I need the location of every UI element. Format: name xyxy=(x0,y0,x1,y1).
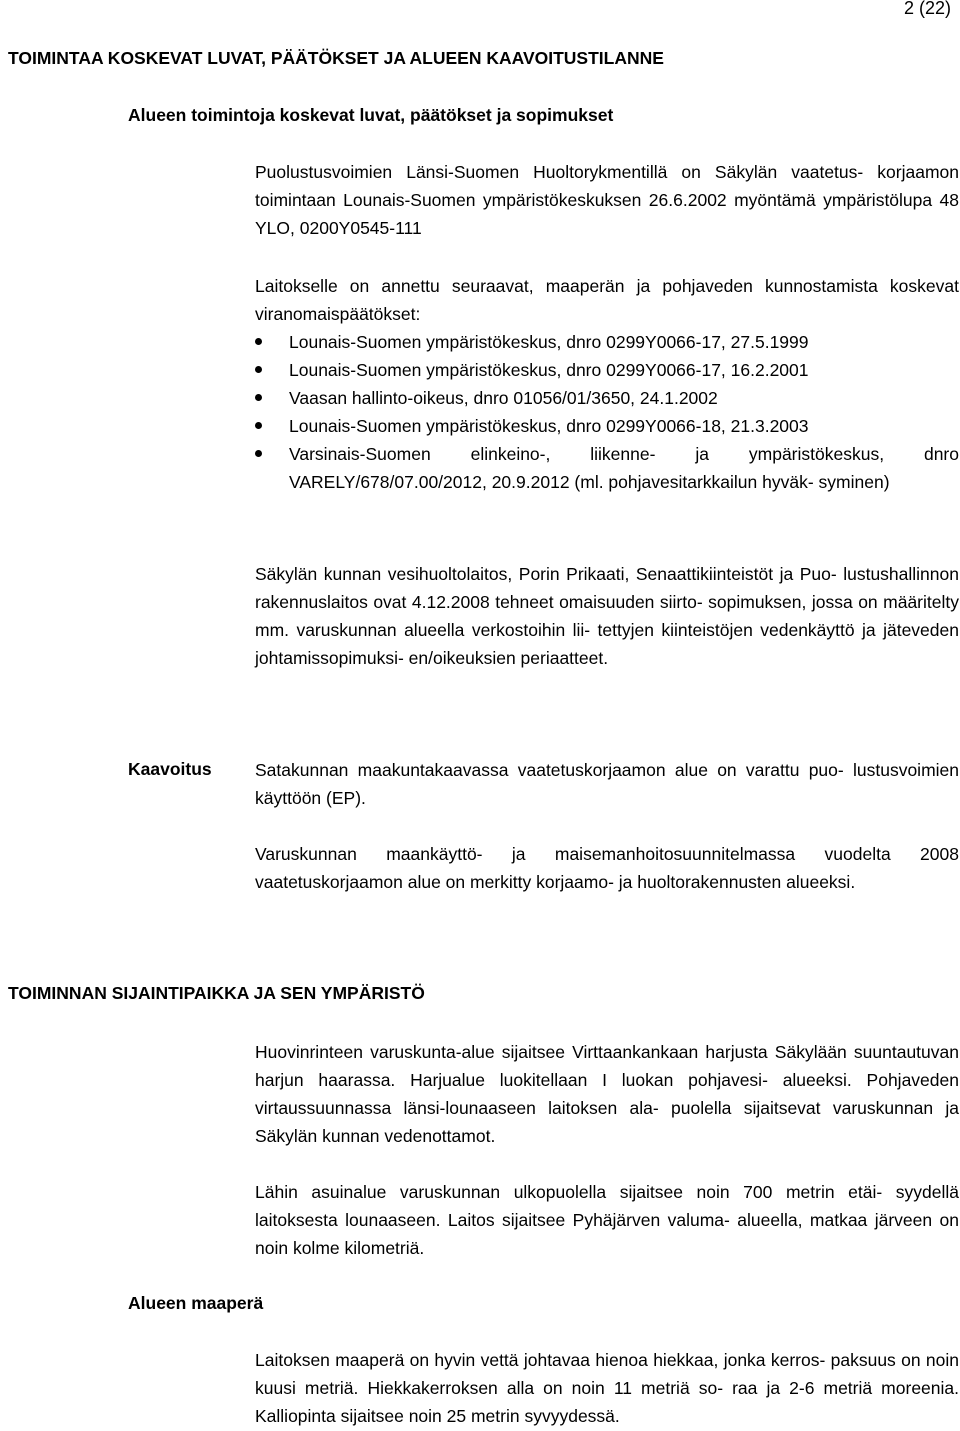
permit-paragraph: Puolustusvoimien Länsi-Suomen Huoltorykmentillä on Säkylän vaatetus- korjaamon toimintaan Lounais-Suomen ympäristökeskuksen 26.6.2002 myöntämä ympäristölupa 48 YLO, 0200Y0545-111 xyxy=(255,162,959,238)
soil-paragraph: Laitoksen maaperä on hyvin vettä johtavaa hienoa hiekkaa, jonka kerros- paksuus on noin kuusi metriä. Hiekkakerroksen alla on noin 11 metriä so- raa ja 2-6 metriä moreenia. Kalliopinta sijaitsee noin 25 metrin syvyydessä. xyxy=(255,1350,959,1426)
location-heading: TOIMINNAN SIJAINTIPAIKKA JA SEN YMPÄRISTÖ xyxy=(8,983,425,1003)
list-item: Lounais-Suomen ympäristökeskus, dnro 0299Y0066-18, 21.3.2003 xyxy=(255,412,959,440)
page-number: 2 (22) xyxy=(903,0,951,18)
bullet-icon xyxy=(255,422,262,429)
agreement-paragraph: Säkylän kunnan vesihuoltolaitos, Porin Prikaati, Senaattikiinteistöt ja Puo- lustushallinnon rakennuslaitos ovat 4.12.2008 tehneet omaisuuden siirto- sopimuksen, jossa on määritelty mm. varuskunnan alueella verkostoihin lii- tettyjen kiinteistöjen vedenkäyttö ja jäteveden johtamissopimuksi- en/oikeuksien periaatteet. xyxy=(255,564,959,668)
list-item: Lounais-Suomen ympäristökeskus, dnro 0299Y0066-17, 16.2.2001 xyxy=(255,356,959,384)
bullet-icon xyxy=(255,450,262,457)
decisions-list xyxy=(255,328,959,496)
zoning-paragraph-2: Varuskunnan maankäyttö- ja maisemanhoitosuunnitelmassa vuodelta 2008 vaatetuskorjaamon alue on merkitty korjaamo- ja huoltorakennusten alueeksi. xyxy=(255,844,959,892)
list-item: Vaasan hallinto-oikeus, dnro 01056/01/3650, 24.1.2002 xyxy=(255,384,959,412)
main-heading: TOIMINTAA KOSKEVAT LUVAT, PÄÄTÖKSET JA ALUEEN KAAVOITUSTILANNE xyxy=(8,48,664,68)
bullet-icon xyxy=(255,394,262,401)
list-item: Varsinais-Suomen elinkeino-, liikenne- ja ympäristökeskus, dnro VARELY/678/07.00/2012, 20.9.2012 (ml. pohjavesitarkkailun hyväk- syminen) xyxy=(255,440,959,496)
decisions-intro: Laitokselle on annettu seuraavat, maaperän ja pohjaveden kunnostamista koskevat viranomaispäätökset: xyxy=(255,276,959,324)
bullet-icon xyxy=(255,338,262,345)
bullet-icon xyxy=(255,366,262,373)
soil-label: Alueen maaperä xyxy=(128,1293,264,1313)
location-paragraph-2: Lähin asuinalue varuskunnan ulkopuolella sijaitsee noin 700 metrin etäi- syydellä laitoksesta lounaaseen. Laitos sijaitsee Pyhäjärven valuma- alueella, matkaa järveen on noin kolme kilometriä. xyxy=(255,1182,959,1258)
zoning-label: Kaavoitus xyxy=(128,759,212,779)
permits-subheading: Alueen toimintoja koskevat luvat, päätökset ja sopimukset xyxy=(128,105,614,125)
list-item: Lounais-Suomen ympäristökeskus, dnro 0299Y0066-17, 27.5.1999 xyxy=(255,328,959,356)
zoning-paragraph-1: Satakunnan maakuntakaavassa vaatetuskorjaamon alue on varattu puo- lustusvoimien käyttöön (EP). xyxy=(255,760,959,808)
location-paragraph-1: Huovinrinteen varuskunta-alue sijaitsee Virttaankankaan harjusta Säkylään suuntautuvan harjun haarassa. Harjualue luokitellaan I luokan pohjavesi- alueeksi. Pohjaveden virtaussuunnassa länsi-lounaaseen laitoksen ala- puolella sijaitsevat varuskunnan ja Säkylän kunnan vedenottamot. xyxy=(255,1042,959,1146)
